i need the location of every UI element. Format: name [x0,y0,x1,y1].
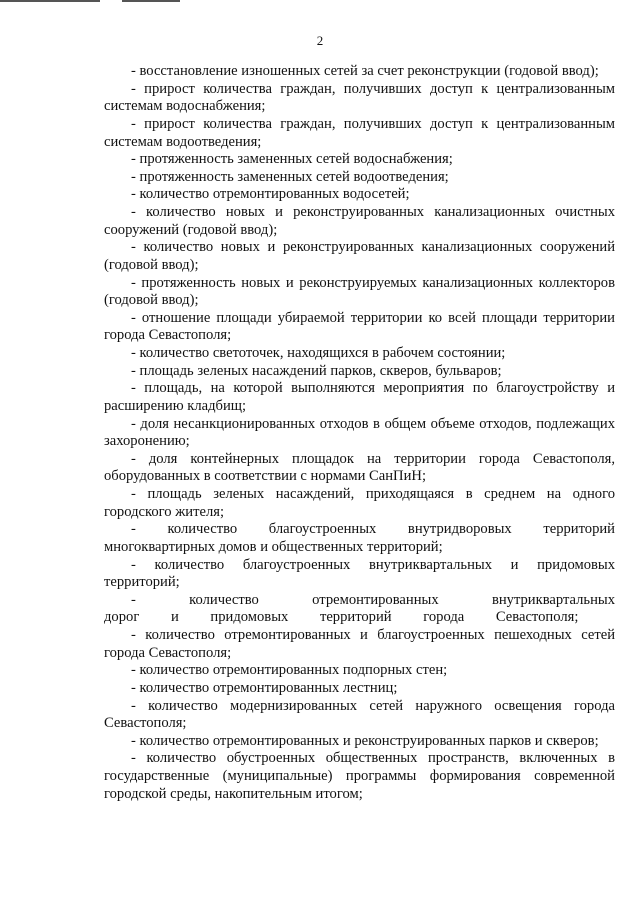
list-item: - прирост количества граждан, получивших доступ к централизованным системам водоотведения; [104,115,615,150]
list-item: - прирост количества граждан, получивших доступ к централизованным системам водоснабжения; [104,80,615,115]
list-item: - протяженность замененных сетей водоснабжения; [131,151,453,168]
list-item: - количество новых и реконструированных канализационных очистных сооружений (годовой ввод); [104,204,615,238]
list-item: - количество благоустроенных внутриквартальных и придомовых территорий; [104,556,615,591]
list-item: - количество обустроенных общественных пространств, включенных в государственные (муниципальные) программы формирования современной городской среды, накопительным итогом; [104,750,615,802]
list-item: - количество отремонтированных лестниц; [131,679,398,696]
list-item: - площадь, на которой выполняются мероприятия по благоустройству и расширению кладбищ; [104,380,615,414]
list-item: - площадь зеленых насаждений, приходящаяся в среднем на одного городского жителя; [104,486,615,520]
list-item: - отношение площади убираемой территории ко всей площади территории города Севастополя; [104,309,615,344]
list-item: - доля контейнерных площадок на территории города Севастополя, оборудованных в соответствии с нормами СанПиН; [104,450,615,485]
list-item: - количество отремонтированных водосетей; [131,186,410,203]
list-item: - протяженность замененных сетей водоотведения; [131,168,449,185]
list-item: - количество светоточек, находящихся в рабочем состоянии; [131,345,506,361]
list-item: - количество отремонтированных подпорных стен; [131,662,448,679]
list-item: - протяженность новых и реконструируемых канализационных коллекторов (годовой ввод); [104,274,615,309]
page-number: 2 [316,33,324,48]
list-item: - количество отремонтированных и благоустроенных пешеходных сетей города Севастополя; [104,627,615,661]
indicator-list [104,63,615,803]
list-item: - количество модернизированных сетей наружного освещения города Севастополя; [104,697,615,732]
list-item: - количество благоустроенных внутридворовых территорий многоквартирных домов и общественных территорий; [104,521,615,555]
list-item: - количество отремонтированных внутриквартальных дорог и придомовых территорий города Севастополя; [104,591,615,626]
list-item: - доля несанкционированных отходов в общем объеме отходов, подлежащих захоронению; [104,415,615,450]
list-item: - количество отремонтированных и реконструированных парков и скверов; [131,732,599,749]
scan-edge-mark [122,0,180,2]
list-item: - площадь зеленых насаждений парков, скверов, бульваров; [131,362,502,379]
list-item: - количество новых и реконструированных канализационных сооружений (годовой ввод); [104,239,615,273]
list-item: - восстановление изношенных сетей за счет реконструкции (годовой ввод); [131,63,599,79]
scan-edge-mark [0,0,100,2]
